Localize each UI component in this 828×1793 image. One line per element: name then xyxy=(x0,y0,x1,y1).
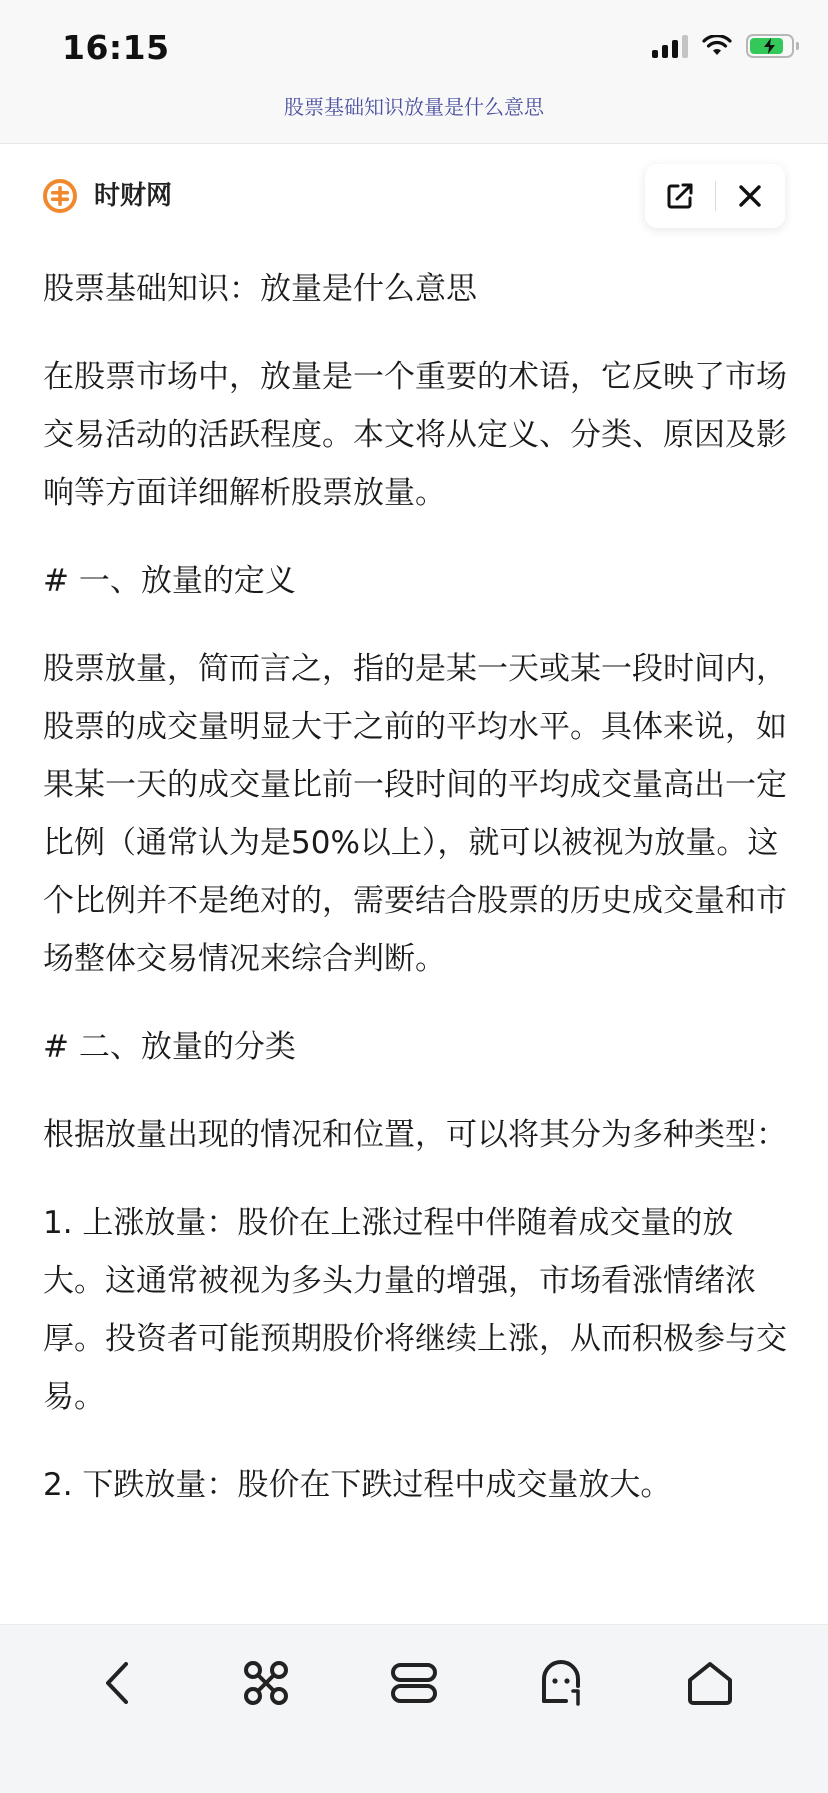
close-button[interactable] xyxy=(716,164,786,228)
page-title-bar xyxy=(0,96,828,144)
back-icon xyxy=(98,1660,138,1706)
site-logo-icon xyxy=(42,178,78,214)
close-icon xyxy=(737,183,763,209)
status-time: 16:15 xyxy=(62,28,170,67)
shortcuts-icon xyxy=(243,1660,289,1706)
article-paragraph: 在股票市场中，放量是一个重要的术语，它反映了市场交易活动的活跃程度。本文将从定义、分类、原因及影响等方面详细解析股票放量。 xyxy=(43,359,787,511)
assistant-icon xyxy=(538,1659,586,1707)
article-content xyxy=(43,260,788,1544)
article-paragraph: 1. 上涨放量：股价在上涨过程中伴随着成交量的放大。这通常被视为多头力量的增强，市场看涨情绪浓厚。投资者可能预期股价将继续上涨，从而积极参与交易。 xyxy=(43,1205,787,1415)
article-paragraph: 股票放量，简而言之，指的是某一天或某一段时间内，股票的成交量明显大于之前的平均水平。具体来说，如果某一天的成交量比前一段时间的平均成交量高出一定比例（通常认为是50%以上），就可以被视为放量。这个比例并不是绝对的，需要结合股票的历史成交量和市场整体交易情况来综合判断。 xyxy=(43,651,787,977)
article-heading: # 二、放量的分类 xyxy=(43,1029,296,1065)
article-paragraph: 根据放量出现的情况和位置，可以将其分为多种类型： xyxy=(43,1117,787,1153)
wifi-icon xyxy=(702,35,732,57)
back-button[interactable] xyxy=(88,1653,148,1713)
header-actions xyxy=(645,164,785,228)
open-external-button[interactable] xyxy=(645,164,715,228)
tabs-icon xyxy=(390,1662,438,1704)
status-icons xyxy=(652,34,794,58)
site-name: 时财网 xyxy=(94,181,173,211)
page-title: 股票基础知识放量是什么意思 xyxy=(284,95,544,119)
battery-charging-icon xyxy=(746,34,794,58)
cellular-signal-icon xyxy=(652,34,688,58)
bottom-navigation xyxy=(0,1624,828,1793)
article-paragraph: 2. 下跌放量：股价在下跌过程中成交量放大。 xyxy=(43,1467,672,1503)
shortcuts-button[interactable] xyxy=(236,1653,296,1713)
open-external-icon xyxy=(665,181,695,211)
article-paragraph: 股票基础知识：放量是什么意思 xyxy=(43,271,477,307)
status-bar xyxy=(0,0,828,96)
home-button[interactable] xyxy=(680,1653,740,1713)
home-icon xyxy=(686,1660,734,1706)
site-header xyxy=(0,144,828,248)
article-heading: # 一、放量的定义 xyxy=(43,563,296,599)
assistant-button[interactable] xyxy=(532,1653,592,1713)
tabs-button[interactable] xyxy=(384,1653,444,1713)
